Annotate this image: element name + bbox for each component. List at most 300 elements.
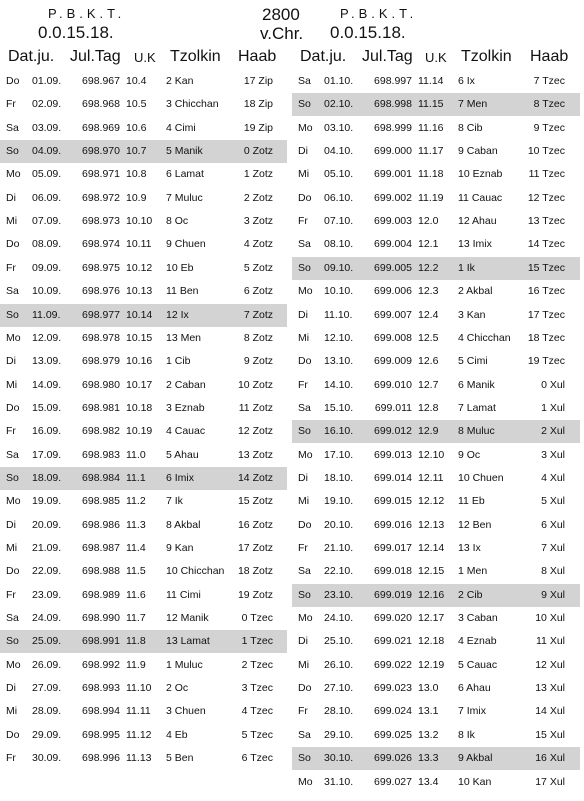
- cell-wd: Mi: [6, 542, 18, 554]
- right-table-row: [292, 397, 580, 420]
- left-table-row: [0, 537, 287, 560]
- cell-haab: 3 Xul: [541, 448, 565, 461]
- cell-uk: 10.8: [126, 168, 147, 181]
- cell-uk: 13.4: [418, 775, 439, 788]
- cell-wd: Do: [298, 355, 312, 368]
- cell-tz: 6 Manik: [458, 378, 495, 391]
- cell-uk: 12.0: [418, 215, 439, 228]
- era-label: v.Chr.: [260, 24, 304, 43]
- cell-haab: 0 Xul: [541, 378, 565, 391]
- cell-haab: 14 Zotz: [237, 471, 273, 484]
- left-table-row: [0, 117, 287, 140]
- cell-date: 05.09.: [32, 168, 62, 181]
- cell-date: 05.10.: [324, 168, 354, 181]
- cell-tz: 2 Akbal: [458, 285, 493, 298]
- left-table-row: [0, 584, 287, 607]
- cell-tz: 9 Akbal: [458, 752, 493, 765]
- cell-haab: 11 Tzec: [528, 168, 565, 181]
- cell-wd: Sa: [6, 612, 19, 625]
- cell-haab: 14 Tzec: [527, 238, 565, 251]
- cell-uk: 11.5: [126, 565, 146, 578]
- cell-wd: Mi: [298, 495, 310, 508]
- cell-date: 03.10.: [324, 121, 354, 134]
- cell-tz: 10 Kan: [458, 775, 492, 788]
- cell-jd: 698.984: [82, 471, 120, 484]
- right-col-header-uk: U.K: [425, 50, 447, 65]
- cell-uk: 10.14: [126, 308, 153, 321]
- cell-uk: 10.15: [126, 331, 153, 344]
- cell-tz: 1 Cib: [166, 355, 191, 368]
- cell-wd: So: [6, 471, 19, 484]
- right-table-row: [292, 187, 580, 210]
- cell-wd: So: [298, 425, 311, 438]
- cell-tz: 11 Cimi: [166, 588, 201, 601]
- cell-haab: 16 Tzec: [527, 285, 565, 298]
- cell-date: 04.09.: [32, 145, 62, 158]
- cell-tz: 9 Caban: [458, 145, 498, 158]
- right-table-row: [292, 327, 580, 350]
- cell-tz: 13 Lamat: [166, 635, 210, 648]
- cell-wd: Di: [6, 191, 16, 204]
- cell-haab: 12 Tzec: [527, 191, 565, 204]
- cell-wd: Mi: [298, 168, 310, 181]
- cell-tz: 7 Muluc: [166, 191, 203, 204]
- cell-wd: Sa: [298, 728, 311, 741]
- cell-jd: 699.022: [374, 658, 412, 671]
- cell-wd: Di: [298, 145, 308, 158]
- cell-date: 24.10.: [324, 612, 354, 625]
- cell-wd: Mi: [298, 331, 310, 344]
- right-table-row: [292, 700, 580, 723]
- cell-wd: Di: [298, 471, 308, 484]
- cell-uk: 10.7: [126, 145, 147, 158]
- cell-tz: 3 Caban: [458, 612, 498, 625]
- cell-tz: 13 Ix: [458, 542, 481, 554]
- right-table-row: [292, 630, 580, 653]
- cell-jd: 699.016: [374, 518, 412, 531]
- cell-haab: 7 Tzec: [533, 75, 565, 87]
- left-table-row: [0, 514, 287, 537]
- cell-haab: 12 Xul: [535, 658, 565, 671]
- left-col-header-haab: Haab: [238, 48, 277, 65]
- cell-uk: 11.16: [418, 121, 444, 134]
- cell-wd: Mo: [298, 285, 313, 298]
- cell-date: 01.09.: [32, 75, 62, 87]
- cell-date: 16.09.: [32, 425, 62, 438]
- cell-wd: Do: [298, 518, 312, 531]
- cell-date: 19.09.: [32, 495, 62, 508]
- cell-haab: 8 Zotz: [243, 331, 273, 344]
- cell-haab: 4 Xul: [541, 471, 565, 484]
- cell-jd: 698.980: [82, 378, 120, 391]
- cell-wd: Di: [298, 635, 308, 648]
- cell-tz: 8 Ik: [458, 728, 475, 741]
- cell-wd: Sa: [298, 75, 311, 87]
- right-table-row: [292, 117, 580, 140]
- right-table-row: [292, 607, 580, 630]
- cell-date: 27.10.: [324, 682, 354, 695]
- right-table-row: [292, 233, 580, 256]
- cell-wd: Do: [6, 565, 20, 578]
- cell-wd: Sa: [298, 565, 311, 578]
- cell-tz: 8 Oc: [166, 215, 189, 228]
- cell-jd: 698.986: [82, 518, 120, 531]
- cell-jd: 698.995: [82, 728, 120, 741]
- cell-tz: 5 Cimi: [458, 355, 488, 368]
- cell-jd: 698.994: [82, 705, 120, 718]
- right-table-row: [292, 163, 580, 186]
- cell-uk: 12.14: [418, 542, 445, 554]
- right-col-header-haab: Haab: [530, 48, 569, 65]
- cell-tz: 13 Men: [166, 331, 202, 344]
- cell-uk: 10.19: [126, 425, 153, 438]
- left-period-date: 0.0.15.18.: [38, 23, 114, 42]
- cell-date: 30.10.: [324, 752, 354, 765]
- cell-haab: 5 Xul: [541, 495, 565, 508]
- cell-uk: 12.9: [418, 425, 439, 438]
- cell-tz: 6 Imix: [166, 471, 195, 484]
- cell-haab: 17 Tzec: [527, 308, 565, 321]
- cell-uk: 11.11: [126, 705, 151, 718]
- cell-haab: 9 Xul: [541, 588, 565, 601]
- cell-uk: 12.15: [418, 565, 445, 578]
- cell-haab: 18 Zip: [243, 98, 273, 111]
- cell-jd: 698.987: [82, 542, 120, 554]
- cell-wd: Do: [6, 401, 20, 414]
- cell-wd: Mi: [6, 378, 18, 391]
- cell-uk: 12.7: [418, 378, 439, 391]
- right-table-row: [292, 420, 580, 443]
- cell-date: 28.10.: [324, 705, 354, 718]
- cell-tz: 5 Cauac: [458, 658, 498, 671]
- cell-haab: 4 Zotz: [243, 238, 273, 251]
- cell-jd: 699.015: [374, 495, 412, 508]
- cell-uk: 12.19: [418, 658, 445, 671]
- cell-haab: 18 Zotz: [237, 565, 273, 578]
- cell-haab: 5 Tzec: [241, 728, 273, 741]
- cell-wd: Mo: [6, 168, 21, 181]
- left-table-row: [0, 70, 287, 93]
- cell-tz: 7 Imix: [458, 705, 487, 718]
- cell-haab: 8 Tzec: [533, 98, 565, 111]
- left-table-row: [0, 187, 287, 210]
- right-table-row: [292, 747, 580, 770]
- cell-jd: 699.006: [374, 285, 412, 298]
- cell-date: 12.10.: [324, 331, 354, 344]
- cell-wd: Mo: [298, 448, 313, 461]
- cell-haab: 2 Zotz: [243, 191, 273, 204]
- cell-jd: 699.019: [374, 588, 412, 601]
- cell-wd: Fr: [6, 752, 16, 765]
- cell-jd: 699.012: [374, 425, 412, 438]
- cell-uk: 12.2: [418, 261, 439, 274]
- cell-tz: 8 Akbal: [166, 518, 201, 531]
- cell-tz: 12 Ben: [458, 518, 492, 531]
- cell-jd: 698.993: [82, 682, 120, 695]
- cell-date: 29.10.: [324, 728, 354, 741]
- cell-wd: So: [298, 261, 311, 274]
- cell-wd: Mo: [298, 612, 313, 625]
- cell-uk: 13.2: [418, 728, 439, 741]
- cell-date: 22.09.: [32, 565, 62, 578]
- cell-date: 24.09.: [32, 612, 62, 625]
- cell-date: 19.10.: [324, 495, 354, 508]
- cell-date: 26.09.: [32, 658, 62, 671]
- cell-tz: 8 Cib: [458, 121, 483, 134]
- cell-date: 13.10.: [324, 355, 354, 368]
- cell-wd: Mi: [298, 658, 310, 671]
- left-table-row: [0, 700, 287, 723]
- cell-jd: 698.998: [374, 98, 412, 111]
- cell-date: 27.09.: [32, 682, 62, 695]
- cell-date: 10.10.: [324, 285, 354, 298]
- right-table-row: [292, 771, 580, 794]
- cell-jd: 699.007: [374, 308, 412, 321]
- cell-uk: 12.11: [418, 471, 444, 484]
- cell-jd: 699.020: [374, 612, 412, 625]
- cell-haab: 0 Tzec: [241, 612, 273, 625]
- cell-jd: 698.981: [82, 401, 120, 414]
- cell-jd: 699.027: [374, 775, 412, 788]
- left-col-header-tzolkin: Tzolkin: [170, 48, 221, 65]
- cell-haab: 15 Tzec: [527, 261, 565, 274]
- right-table-row: [292, 210, 580, 233]
- cell-haab: 15 Zotz: [237, 495, 273, 508]
- cell-tz: 13 Imix: [458, 238, 492, 251]
- cell-uk: 12.18: [418, 635, 445, 648]
- cell-date: 26.10.: [324, 658, 354, 671]
- cell-tz: 10 Chuen: [458, 471, 504, 484]
- cell-uk: 11.18: [418, 168, 444, 181]
- cell-haab: 17 Zotz: [237, 542, 273, 554]
- cell-date: 02.09.: [32, 98, 62, 111]
- cell-haab: 9 Tzec: [533, 121, 565, 134]
- cell-date: 06.09.: [32, 191, 62, 204]
- cell-haab: 17 Zip: [243, 75, 273, 87]
- right-col-header-tzolkin: Tzolkin: [461, 48, 512, 65]
- cell-date: 31.10.: [324, 775, 354, 788]
- cell-tz: 1 Muluc: [166, 658, 203, 671]
- cell-wd: Sa: [6, 285, 19, 298]
- left-col-header-date: Dat.ju.: [8, 48, 55, 65]
- left-table-row: [0, 654, 287, 677]
- left-table-row: [0, 93, 287, 116]
- right-period-caption: P.B.K.T.: [340, 6, 418, 21]
- cell-uk: 12.17: [418, 612, 445, 625]
- cell-jd: 698.988: [82, 565, 120, 578]
- cell-haab: 6 Zotz: [243, 285, 273, 298]
- cell-uk: 11.6: [126, 588, 146, 601]
- cell-uk: 10.4: [126, 75, 147, 87]
- cell-haab: 16 Zotz: [237, 518, 273, 531]
- cell-tz: 1 Men: [458, 565, 488, 578]
- cell-wd: Mi: [6, 705, 18, 718]
- cell-uk: 12.13: [418, 518, 445, 531]
- cell-wd: Do: [6, 75, 20, 87]
- cell-wd: Di: [6, 518, 16, 531]
- cell-wd: Sa: [298, 238, 311, 251]
- cell-jd: 698.983: [82, 448, 120, 461]
- cell-uk: 11.7: [126, 612, 146, 625]
- cell-date: 07.09.: [32, 215, 62, 228]
- cell-date: 21.10.: [324, 542, 354, 554]
- cell-uk: 13.1: [418, 705, 439, 718]
- left-table-row: [0, 350, 287, 373]
- left-table-row: [0, 607, 287, 630]
- cell-tz: 10 Eznab: [458, 168, 503, 181]
- cell-tz: 5 Ben: [166, 752, 194, 765]
- cell-uk: 11.9: [126, 658, 146, 671]
- cell-date: 07.10.: [324, 215, 354, 228]
- cell-haab: 16 Xul: [535, 752, 565, 765]
- cell-uk: 12.12: [418, 495, 445, 508]
- cell-wd: Fr: [298, 215, 308, 228]
- cell-uk: 11.10: [126, 682, 152, 695]
- left-table-row: [0, 280, 287, 303]
- left-table-row: [0, 560, 287, 583]
- cell-uk: 11.0: [126, 448, 146, 461]
- cell-date: 28.09.: [32, 705, 62, 718]
- cell-jd: 698.971: [82, 168, 120, 181]
- cell-haab: 2 Tzec: [241, 658, 273, 671]
- cell-jd: 698.992: [82, 658, 120, 671]
- right-col-header-date: Dat.ju.: [300, 48, 347, 65]
- cell-wd: Do: [298, 682, 312, 695]
- cell-jd: 698.999: [374, 121, 412, 134]
- cell-date: 20.09.: [32, 518, 62, 531]
- cell-tz: 9 Oc: [458, 448, 481, 461]
- cell-tz: 6 Lamat: [166, 168, 204, 181]
- left-table-row: [0, 724, 287, 747]
- cell-wd: Do: [6, 728, 20, 741]
- cell-wd: Di: [6, 355, 16, 368]
- cell-wd: Mo: [6, 495, 21, 508]
- cell-jd: 699.004: [374, 238, 412, 251]
- cell-uk: 12.3: [418, 285, 439, 298]
- cell-wd: Mo: [298, 121, 313, 134]
- cell-date: 01.10.: [324, 75, 354, 87]
- right-table-row: [292, 93, 580, 116]
- cell-jd: 698.978: [82, 331, 120, 344]
- cell-date: 08.09.: [32, 238, 62, 251]
- cell-tz: 5 Manik: [166, 145, 203, 158]
- cell-jd: 698.975: [82, 261, 120, 274]
- cell-jd: 699.026: [374, 752, 412, 765]
- cell-wd: Di: [6, 682, 16, 695]
- left-period-caption: P.B.K.T.: [48, 6, 126, 21]
- cell-haab: 19 Zotz: [237, 588, 273, 601]
- cell-uk: 12.4: [418, 308, 439, 321]
- cell-uk: 11.4: [126, 542, 146, 554]
- cell-tz: 3 Kan: [458, 308, 486, 321]
- cell-jd: 699.024: [374, 705, 412, 718]
- cell-tz: 7 Ik: [166, 495, 183, 508]
- cell-date: 09.10.: [324, 261, 354, 274]
- cell-haab: 2 Xul: [541, 425, 565, 438]
- cell-uk: 11.17: [418, 145, 444, 158]
- cell-uk: 10.16: [126, 355, 153, 368]
- cell-wd: Fr: [298, 705, 308, 718]
- cell-uk: 11.1: [126, 471, 146, 484]
- cell-tz: 11 Cauac: [458, 191, 503, 204]
- cell-date: 15.10.: [324, 401, 354, 414]
- cell-haab: 6 Tzec: [241, 752, 273, 765]
- cell-uk: 10.10: [126, 215, 153, 228]
- right-table-row: [292, 70, 580, 93]
- cell-haab: 6 Xul: [541, 518, 565, 531]
- cell-uk: 10.17: [126, 378, 153, 391]
- cell-jd: 698.991: [82, 635, 120, 648]
- cell-wd: Mo: [6, 331, 21, 344]
- cell-uk: 11.3: [126, 518, 146, 531]
- cell-tz: 6 Ix: [458, 75, 475, 87]
- cell-tz: 5 Ahau: [166, 448, 199, 461]
- cell-uk: 12.16: [418, 588, 445, 601]
- cell-date: 14.09.: [32, 378, 62, 391]
- cell-wd: Sa: [6, 121, 19, 134]
- cell-haab: 4 Tzec: [241, 705, 273, 718]
- right-table-row: [292, 444, 580, 467]
- cell-haab: 3 Tzec: [241, 682, 273, 695]
- cell-tz: 10 Eb: [166, 261, 194, 274]
- cell-uk: 11.15: [418, 98, 444, 111]
- cell-wd: Sa: [298, 401, 311, 414]
- cell-wd: Di: [298, 308, 308, 321]
- right-table-row: [292, 514, 580, 537]
- right-table-row: [292, 280, 580, 303]
- cell-jd: 699.000: [374, 145, 412, 158]
- cell-uk: 11.8: [126, 635, 146, 648]
- cell-haab: 17 Xul: [535, 775, 565, 788]
- cell-wd: Fr: [298, 378, 308, 391]
- cell-jd: 699.003: [374, 215, 412, 228]
- cell-jd: 698.969: [82, 121, 120, 134]
- cell-haab: 10 Tzec: [527, 145, 565, 158]
- cell-date: 09.09.: [32, 261, 62, 274]
- cell-haab: 10 Xul: [535, 612, 565, 625]
- right-table-row: [292, 654, 580, 677]
- right-col-header-julian-day: Jul.Tag: [362, 48, 413, 65]
- cell-tz: 4 Chicchan: [458, 331, 511, 344]
- cell-date: 12.09.: [32, 331, 62, 344]
- right-period-date: 0.0.15.18.: [330, 23, 406, 42]
- cell-jd: 698.979: [82, 355, 120, 368]
- cell-tz: 10 Chicchan: [166, 565, 225, 578]
- cell-tz: 7 Men: [458, 98, 488, 111]
- cell-wd: Do: [298, 191, 312, 204]
- cell-tz: 12 Ahau: [458, 215, 497, 228]
- cell-jd: 699.010: [374, 378, 412, 391]
- cell-wd: So: [298, 752, 311, 765]
- left-table-row: [0, 444, 287, 467]
- cell-wd: So: [6, 635, 19, 648]
- cell-tz: 3 Eznab: [166, 401, 205, 414]
- cell-jd: 699.002: [374, 191, 412, 204]
- cell-uk: 11.12: [126, 728, 152, 741]
- cell-jd: 698.976: [82, 285, 120, 298]
- cell-tz: 4 Cauac: [166, 425, 206, 438]
- cell-tz: 9 Kan: [166, 542, 194, 554]
- cell-uk: 13.0: [418, 682, 439, 695]
- cell-haab: 5 Zotz: [243, 261, 273, 274]
- cell-date: 14.10.: [324, 378, 354, 391]
- cell-tz: 2 Oc: [166, 682, 189, 695]
- cell-wd: Fr: [6, 98, 16, 111]
- cell-jd: 698.977: [82, 308, 120, 321]
- cell-jd: 698.973: [82, 215, 120, 228]
- cell-jd: 699.025: [374, 728, 412, 741]
- left-table-row: [0, 210, 287, 233]
